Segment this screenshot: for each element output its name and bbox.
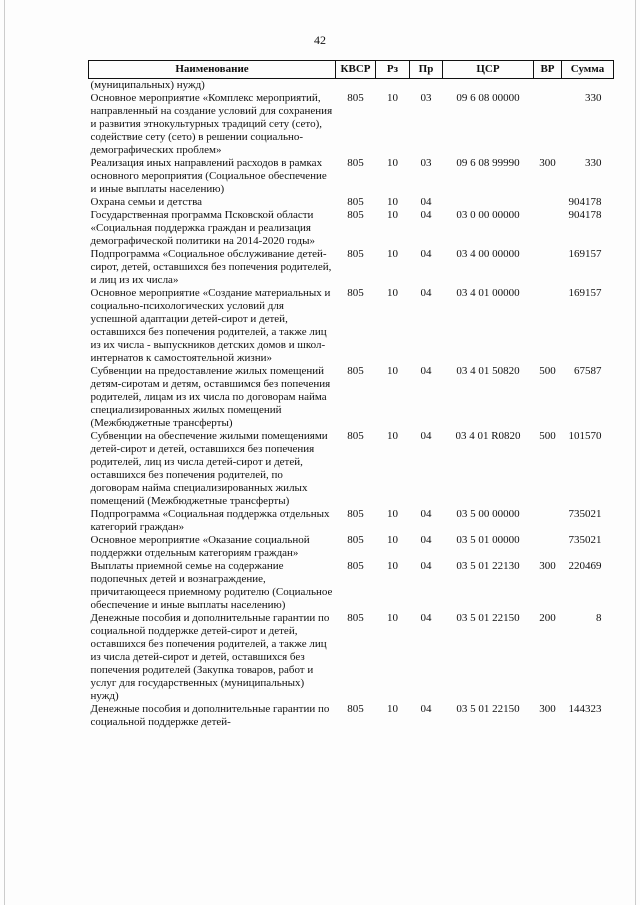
cell-sum: 735021 — [568, 508, 602, 520]
cell-csr — [443, 196, 534, 209]
cell-sum: 144323 — [568, 703, 602, 715]
cell-kvsr: 805 — [347, 209, 364, 221]
cell-pr: 04 — [420, 612, 432, 624]
cell-vr: 500 — [539, 430, 556, 442]
cell-vr — [534, 79, 562, 93]
cell-sum: 904178 — [568, 196, 602, 208]
cell-rz: 10 — [387, 209, 398, 221]
cell-sum: 735021 — [568, 534, 602, 546]
cell-rz: 10 — [387, 703, 398, 715]
cell-kvsr: 805 — [347, 365, 364, 377]
cell-name: Подпрограмма «Социальное обслуживание детей-сирот, детей, оставшихся без попечения родителей, и лиц из их числа» — [90, 248, 332, 286]
cell-pr: 04 — [420, 560, 432, 572]
cell-name: Субвенции на предоставление жилых помещений детям-сиротам и детям, оставшимся без попечения родителей, лицам из их числа по договорам найма специализированных жилых помещений (Межбюджетные трансферты) — [90, 365, 331, 429]
table-header-row — [89, 61, 614, 79]
cell-sum: 169157 — [568, 248, 602, 260]
cell-csr: 03 5 01 22150 — [456, 612, 520, 624]
cell-rz: 10 — [387, 508, 398, 520]
cell-rz: 10 — [387, 430, 398, 442]
cell-rz: 10 — [387, 612, 398, 624]
table-row — [89, 196, 614, 209]
cell-vr — [534, 248, 562, 287]
header-vr: ВР — [534, 61, 562, 79]
table-row — [89, 248, 614, 287]
cell-csr: 09 6 08 99990 — [456, 157, 520, 169]
table-row — [89, 92, 614, 157]
header-rz: Рз — [376, 61, 410, 79]
cell-pr — [410, 79, 443, 93]
scan-edge-left — [4, 0, 5, 905]
cell-name: Выплаты приемной семье на содержание подопечных детей и вознаграждение, причитающееся приемному родителю (Социальное обеспечение и иные выплаты населению) — [90, 560, 333, 611]
cell-kvsr: 805 — [347, 196, 364, 208]
cell-kvsr: 805 — [347, 287, 364, 299]
cell-name: Денежные пособия и дополнительные гарантии по социальной поддержке детей- — [90, 703, 330, 728]
cell-sum: 8 — [596, 612, 602, 624]
table-row — [89, 79, 614, 93]
cell-vr — [534, 534, 562, 560]
table-row — [89, 612, 614, 703]
cell-pr: 04 — [420, 534, 432, 546]
cell-name: Субвенции на обеспечение жилыми помещениями детей-сирот и детей, оставшихся без попечения родителей, лиц из числа детей-сирот и детей, оставшихся без попечения родителей, по договорам найма специализированных жилых помещений (Межбюджетные трансферты) — [90, 430, 328, 507]
table-row — [89, 703, 614, 729]
cell-csr: 03 4 01 50820 — [456, 365, 520, 377]
table-row — [89, 430, 614, 508]
cell-sum: 330 — [585, 157, 602, 169]
cell-csr: 03 0 00 00000 — [456, 209, 520, 221]
cell-rz — [376, 79, 410, 93]
cell-kvsr: 805 — [347, 703, 364, 715]
cell-kvsr: 805 — [347, 508, 364, 520]
cell-name: Основное мероприятие «Оказание социальной поддержки отдельным категориям граждан» — [90, 534, 310, 559]
cell-kvsr: 805 — [347, 534, 364, 546]
header-name: Наименование — [89, 61, 336, 79]
cell-name: Охрана семьи и детства — [90, 196, 203, 208]
cell-pr: 04 — [420, 430, 432, 442]
header-sum: Сумма — [562, 61, 614, 79]
cell-sum: 67587 — [574, 365, 602, 377]
cell-pr: 04 — [420, 508, 432, 520]
table-row — [89, 508, 614, 534]
cell-vr: 300 — [539, 157, 556, 169]
cell-vr — [534, 92, 562, 157]
header-kvsr: КВСР — [336, 61, 376, 79]
cell-csr: 03 5 01 00000 — [456, 534, 520, 546]
table-row — [89, 560, 614, 612]
scan-edge-right — [635, 0, 636, 905]
cell-csr: 03 4 01 R0820 — [455, 430, 521, 442]
cell-kvsr: 805 — [347, 248, 364, 260]
cell-sum — [562, 79, 614, 93]
cell-vr — [534, 287, 562, 365]
cell-vr: 500 — [539, 365, 556, 377]
cell-kvsr: 805 — [347, 612, 364, 624]
cell-name: Реализация иных направлений расходов в рамках основного мероприятия (Социальное обеспечение и иные выплаты населению) — [90, 157, 327, 195]
cell-pr: 03 — [420, 92, 432, 104]
header-pr: Пр — [410, 61, 443, 79]
page-number: 42 — [314, 33, 326, 47]
table-row — [89, 287, 614, 365]
cell-pr: 04 — [420, 248, 432, 260]
cell-name: Основное мероприятие «Создание материальных и социально-психологических условий для успешной адаптации детей-сирот и детей, оставшихся без попечения родителей, а также лиц из их числа - выпускников детских домов и школ-интернатов к самостоятельной жизни» — [90, 287, 331, 364]
cell-sum: 101570 — [568, 430, 602, 442]
cell-rz: 10 — [387, 248, 398, 260]
cell-vr — [534, 209, 562, 248]
cell-pr: 04 — [420, 365, 432, 377]
cell-pr: 04 — [420, 287, 432, 299]
cell-name: (муниципальных) нужд) — [90, 79, 205, 91]
cell-csr: 03 4 01 00000 — [456, 287, 520, 299]
cell-sum: 220469 — [568, 560, 602, 572]
cell-kvsr: 805 — [347, 430, 364, 442]
cell-rz: 10 — [387, 365, 398, 377]
table-row — [89, 365, 614, 430]
cell-csr: 03 5 01 22130 — [456, 560, 520, 572]
cell-pr: 04 — [420, 703, 432, 715]
table-row — [89, 534, 614, 560]
cell-csr: 03 5 01 22150 — [456, 703, 520, 715]
cell-rz: 10 — [387, 287, 398, 299]
cell-rz: 10 — [387, 196, 398, 208]
table-row — [89, 157, 614, 196]
budget-table — [88, 60, 614, 729]
cell-kvsr: 805 — [347, 560, 364, 572]
cell-vr: 300 — [539, 560, 556, 572]
cell-name: Основное мероприятие «Комплекс мероприятий, направленный на создание условий для сохранения и развития этнокультурных традиций сету (сето), содействие сету (сето) в решении социально-демографических проблем» — [90, 92, 333, 156]
cell-sum: 330 — [585, 92, 602, 104]
cell-rz: 10 — [387, 534, 398, 546]
cell-vr: 300 — [539, 703, 556, 715]
table-row — [89, 209, 614, 248]
cell-csr: 03 4 00 00000 — [456, 248, 520, 260]
cell-vr: 200 — [539, 612, 556, 624]
cell-pr: 04 — [420, 196, 432, 208]
cell-csr: 09 6 08 00000 — [456, 92, 520, 104]
cell-kvsr: 805 — [347, 92, 364, 104]
cell-name: Денежные пособия и дополнительные гарантии по социальной поддержке детей-сирот и детей, оставшихся без попечения родителей, а также лиц из числа детей-сирот и детей, оставшихся без попечения родителей (Закупка товаров, работ и услуг для государственных (муниципальных) нужд) — [90, 612, 330, 702]
cell-vr — [534, 508, 562, 534]
cell-rz: 10 — [387, 560, 398, 572]
header-csr: ЦСР — [443, 61, 534, 79]
cell-sum: 904178 — [568, 209, 602, 221]
cell-csr: 03 5 00 00000 — [456, 508, 520, 520]
cell-pr: 03 — [420, 157, 432, 169]
cell-sum: 169157 — [568, 287, 602, 299]
cell-kvsr: 805 — [347, 157, 364, 169]
cell-rz: 10 — [387, 157, 398, 169]
cell-pr: 04 — [420, 209, 432, 221]
cell-name: Государственная программа Псковской области «Социальная поддержка граждан и реализация демографической политики на 2014-2020 годы» — [90, 209, 315, 247]
cell-kvsr — [336, 79, 376, 93]
cell-vr — [534, 196, 562, 209]
cell-csr — [443, 79, 534, 93]
cell-rz: 10 — [387, 92, 398, 104]
cell-name: Подпрограмма «Социальная поддержка отдельных категорий граждан» — [90, 508, 330, 533]
